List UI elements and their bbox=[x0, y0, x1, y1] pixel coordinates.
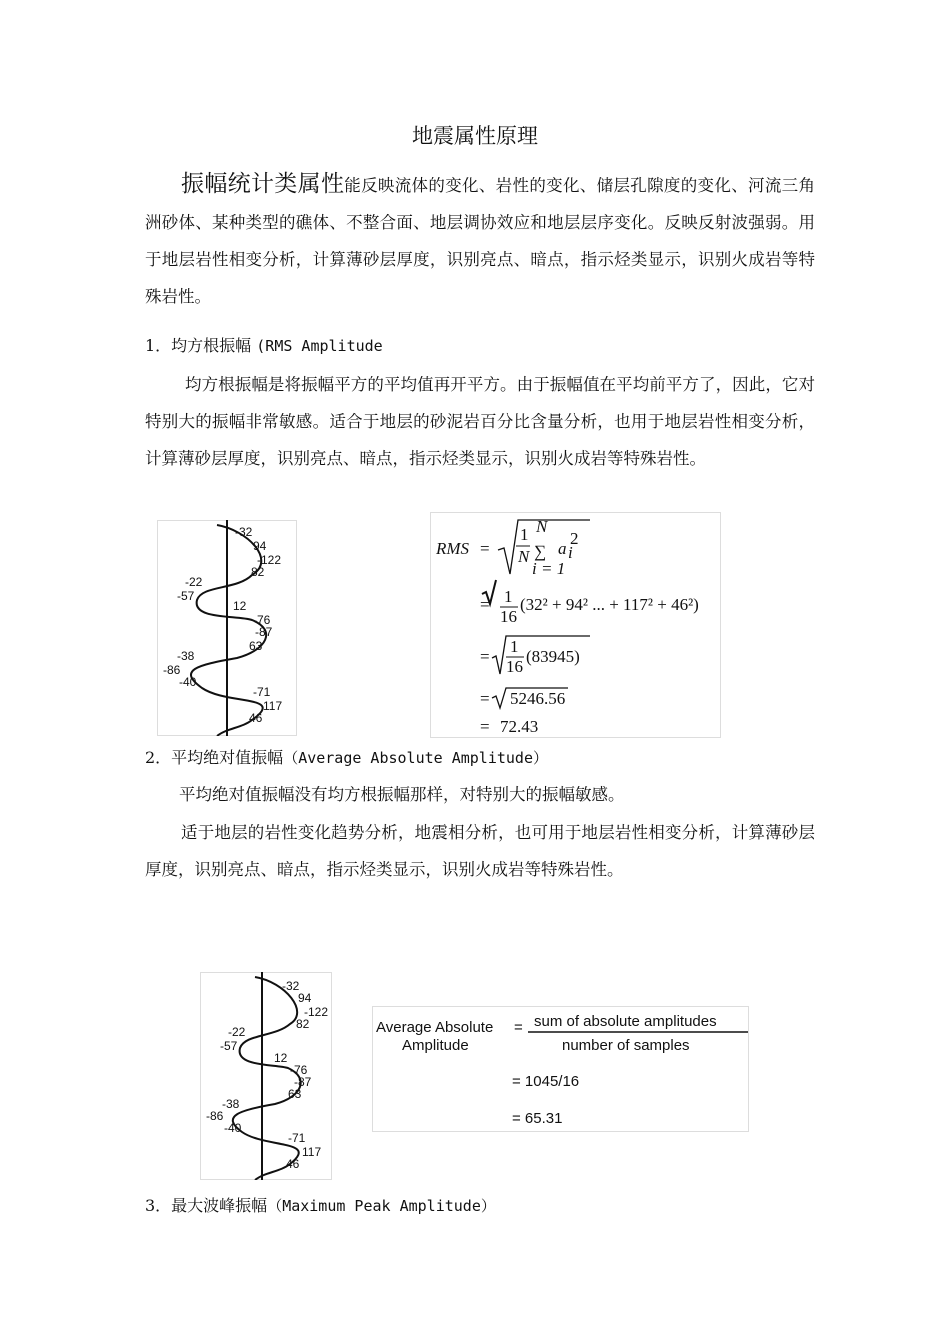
section-3-heading bbox=[145, 1193, 496, 1216]
wave-sample-label: 63 bbox=[249, 639, 263, 653]
rms-lhs: RMS bbox=[436, 539, 470, 558]
intro-paragraph bbox=[145, 166, 815, 315]
step3-num: 1 bbox=[510, 637, 519, 656]
wave-sample-label: -40 bbox=[224, 1121, 242, 1135]
section-1-heading bbox=[145, 333, 383, 356]
wave-sample-label: -22 bbox=[185, 575, 203, 589]
wave-sample-label: 63 bbox=[288, 1087, 302, 1101]
section-2-text-1: 平均绝对值振幅没有均方根振幅那样，对特别大的振幅敏感。 bbox=[179, 785, 625, 804]
wave-sample-label: 82 bbox=[296, 1017, 310, 1031]
wave-sample-label: -87 bbox=[294, 1075, 312, 1089]
wave-sample-label: 12 bbox=[233, 599, 247, 613]
step2-expr: (32² + 94² ... + 117² + 46²) bbox=[520, 595, 699, 614]
step3-expr: (83945) bbox=[526, 647, 580, 666]
wave-sample-label: 117 bbox=[263, 699, 283, 713]
wave-sample-label: 46 bbox=[286, 1157, 300, 1171]
wave-sample-label: 12 bbox=[274, 1051, 288, 1065]
wave-sample-label: 94 bbox=[253, 539, 267, 553]
wave-sample-label: -76 bbox=[290, 1063, 308, 1077]
section-2-english: （Average Absolute Amplitude） bbox=[283, 749, 548, 767]
wave-sample-label: 94 bbox=[298, 991, 312, 1005]
wave-sample-label: -76 bbox=[253, 613, 271, 627]
section-1-text: 均方根振幅是将振幅平方的平均值再开平方。由于振幅值在平均前平方了，因此，它对特别大的振幅非常敏感。适合于地层的砂泥岩百分比含量分析，也用于地层岩性相变分析，计算薄砂层厚度，识别亮点、暗点，指示烃类显示，识别火成岩等特殊岩性。 bbox=[145, 375, 815, 468]
rms-formula bbox=[430, 512, 722, 738]
wave-sample-label: -86 bbox=[206, 1109, 224, 1123]
wave-sample-label: -32 bbox=[235, 525, 253, 539]
wave-sample-label: 46 bbox=[249, 711, 263, 725]
avg-step2: = 1045/16 bbox=[512, 1073, 580, 1090]
wave-sample-label: -57 bbox=[177, 589, 195, 603]
term-sup: 2 bbox=[570, 529, 579, 548]
rms-eq-5: = bbox=[480, 717, 490, 736]
avg-formula bbox=[372, 1006, 750, 1132]
avg-lhs-2: Amplitude bbox=[402, 1037, 469, 1054]
section-2-paragraph-2 bbox=[145, 814, 815, 888]
avg-denominator: number of samples bbox=[562, 1037, 690, 1054]
wave-sample-label: -122 bbox=[304, 1005, 329, 1019]
wave-sample-label: -86 bbox=[163, 663, 181, 677]
rms-eq-3: = bbox=[480, 647, 490, 666]
wave-sample-label: 82 bbox=[251, 565, 265, 579]
wave-sample-label: -71 bbox=[253, 685, 271, 699]
wave-sample-label: -87 bbox=[255, 625, 273, 639]
section-1-paragraph bbox=[145, 366, 815, 477]
intro-lead: 振幅统计类属性 bbox=[181, 171, 345, 197]
frac-one: 1 bbox=[520, 525, 529, 544]
term-a: a bbox=[558, 539, 567, 558]
sum-sign: ∑ bbox=[534, 542, 547, 561]
sum-top: N bbox=[536, 517, 548, 536]
step2-den: 16 bbox=[500, 607, 517, 626]
wave-trace-2 bbox=[233, 977, 301, 1180]
avg-numerator: sum of absolute amplitudes bbox=[534, 1013, 717, 1030]
frac-n: N bbox=[518, 547, 530, 566]
sum-bottom: i = 1 bbox=[532, 559, 566, 578]
section-1-english: (RMS Amplitude bbox=[256, 337, 383, 355]
wave-sample-label: -38 bbox=[177, 649, 195, 663]
step4-expr: 5246.56 bbox=[510, 689, 566, 708]
wave-sample-label: -40 bbox=[179, 675, 197, 689]
rms-eq: = bbox=[480, 539, 490, 558]
wave-sample-label: -71 bbox=[288, 1131, 306, 1145]
section-3-number: 3．最大波峰振幅 bbox=[145, 1196, 268, 1215]
wave-sample-label: -38 bbox=[222, 1097, 240, 1111]
step2-num: 1 bbox=[504, 587, 513, 606]
wave-sample-label: -122 bbox=[257, 553, 282, 567]
wave-sample-label: 117 bbox=[302, 1145, 322, 1159]
section-2-text-2: 适于地层的岩性变化趋势分析，地震相分析，也可用于地层岩性相变分析，计算薄砂层厚度，识别亮点、暗点，指示烃类显示，识别火成岩等特殊岩性。 bbox=[145, 823, 815, 879]
term-sub: i bbox=[568, 543, 573, 562]
avg-result: = 65.31 bbox=[512, 1110, 563, 1127]
section-1-number: 1．均方根振幅 bbox=[145, 336, 252, 355]
section-3-english: （Maximum Peak Amplitude） bbox=[267, 1197, 496, 1215]
wave-sample-label: -22 bbox=[228, 1025, 246, 1039]
avg-eq: = bbox=[514, 1019, 523, 1036]
rms-eq-2: = bbox=[480, 595, 490, 614]
section-2-heading bbox=[145, 745, 548, 768]
page-title: 地震属性原理 bbox=[412, 124, 538, 148]
wave-sample-label: -57 bbox=[220, 1039, 238, 1053]
wave-sample-label: -32 bbox=[282, 979, 300, 993]
wave-figure-2 bbox=[200, 972, 332, 1180]
intro-text: 能反映流体的变化、岩性的变化、储层孔隙度的变化、河流三角洲砂体、某种类型的礁体、不整合面、地层调协效应和地层层序变化。反映反射波强弱。用于地层岩性相变分析，计算薄砂层厚度，识别亮点、暗点，指示烃类显示，识别火成岩等特殊岩性。 bbox=[145, 176, 816, 306]
avg-lhs-1: Average Absolute bbox=[376, 1019, 494, 1036]
section-2-paragraph-1 bbox=[145, 776, 815, 813]
section-2-number: 2．平均绝对值振幅 bbox=[145, 748, 284, 767]
step3-den: 16 bbox=[506, 657, 523, 676]
wave-figure-1 bbox=[157, 520, 297, 736]
rms-result: 72.43 bbox=[500, 717, 539, 736]
rms-eq-4: = bbox=[480, 689, 490, 708]
